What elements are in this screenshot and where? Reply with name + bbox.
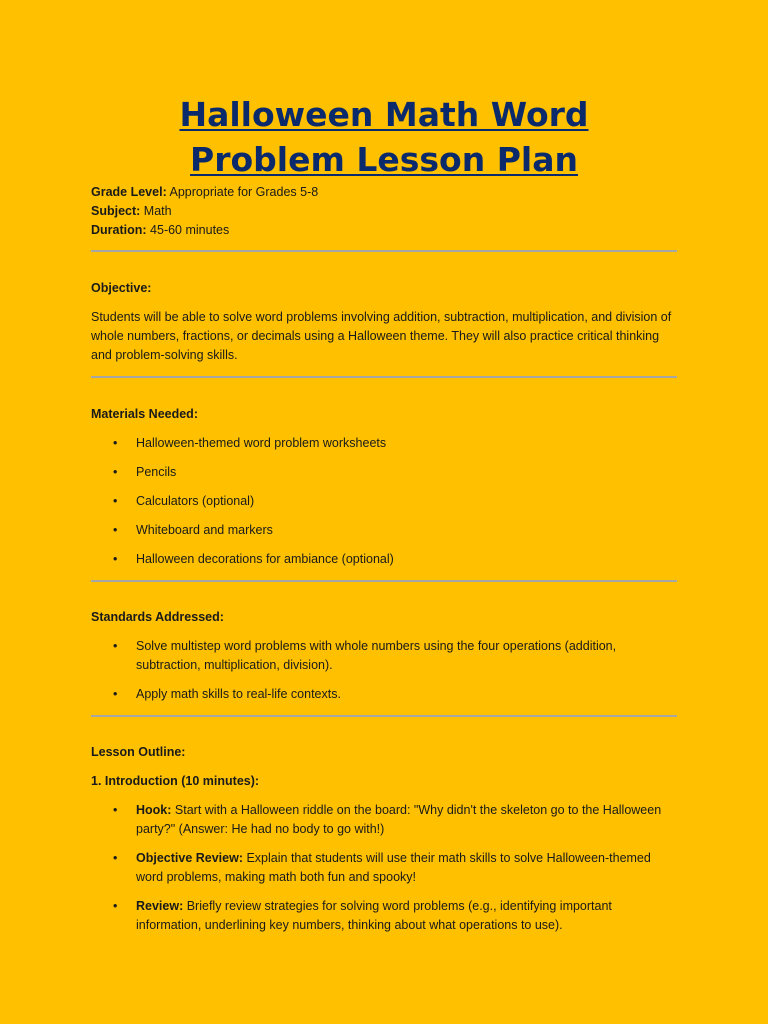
title-line-1: Halloween Math Word xyxy=(179,95,589,134)
bullet-icon: • xyxy=(113,851,118,865)
bullet-icon: • xyxy=(113,803,118,817)
list-item: • Review: Briefly review strategies for solving word problems (e.g., identifying important information, underlining key numbers, thinking about what operations to use). xyxy=(113,899,612,932)
bullet-icon: • xyxy=(113,552,118,566)
objective-text: Students will be able to solve word problems involving addition, subtraction, multiplication, and division of whole numbers, fractions, or decimals using a Halloween theme. They will also practice critical thinking and problem-solving skills. xyxy=(91,310,672,362)
bullet-icon: • xyxy=(113,639,118,653)
standards-heading: Standards Addressed: xyxy=(91,610,224,624)
section-divider xyxy=(91,250,677,252)
materials-list xyxy=(91,434,677,569)
list-item: • Apply math skills to real-life contexts. xyxy=(91,685,677,704)
objective-heading: Objective: xyxy=(91,281,152,295)
list-item: • Whiteboard and markers xyxy=(91,521,677,540)
list-item: • Solve multistep word problems with whole numbers using the four operations (addition, subtraction, multiplication, division). xyxy=(113,639,617,672)
list-item: • Halloween decorations for ambiance (optional) xyxy=(91,550,677,569)
bullet-icon: • xyxy=(113,687,118,701)
list-item: • Calculators (optional) xyxy=(91,492,677,511)
standards-list xyxy=(91,637,677,704)
section-divider xyxy=(91,376,677,378)
list-item: • Objective Review: Explain that students will use their math skills to solve Halloween-themed word problems, making math both fun and spooky! xyxy=(113,851,651,884)
introduction-subheading: 1. Introduction (10 minutes): xyxy=(91,774,260,788)
meta-grade-level: Grade Level: Appropriate for Grades 5-8 xyxy=(91,185,319,199)
list-item: • Pencils xyxy=(91,463,677,482)
bullet-icon: • xyxy=(113,523,118,537)
meta-duration: Duration: 45-60 minutes xyxy=(91,223,230,237)
list-item: • Halloween-themed word problem worksheets xyxy=(91,434,677,453)
meta-block xyxy=(91,183,677,240)
section-divider xyxy=(91,580,677,582)
materials-heading: Materials Needed: xyxy=(91,407,198,421)
bullet-icon: • xyxy=(113,494,118,508)
bullet-icon: • xyxy=(113,899,118,913)
title-line-2: Problem Lesson Plan xyxy=(190,140,578,179)
bullet-icon: • xyxy=(113,465,118,479)
lesson-outline-heading: Lesson Outline: xyxy=(91,745,186,759)
list-item: • Hook: Start with a Halloween riddle on the board: "Why didn't the skeleton go to the Halloween party?" (Answer: He had no body to go with!) xyxy=(113,803,662,836)
meta-subject: Subject: Math xyxy=(91,204,172,218)
outline-list xyxy=(91,801,677,935)
bullet-icon: • xyxy=(113,436,118,450)
section-divider xyxy=(91,715,677,717)
document-title xyxy=(91,0,677,182)
